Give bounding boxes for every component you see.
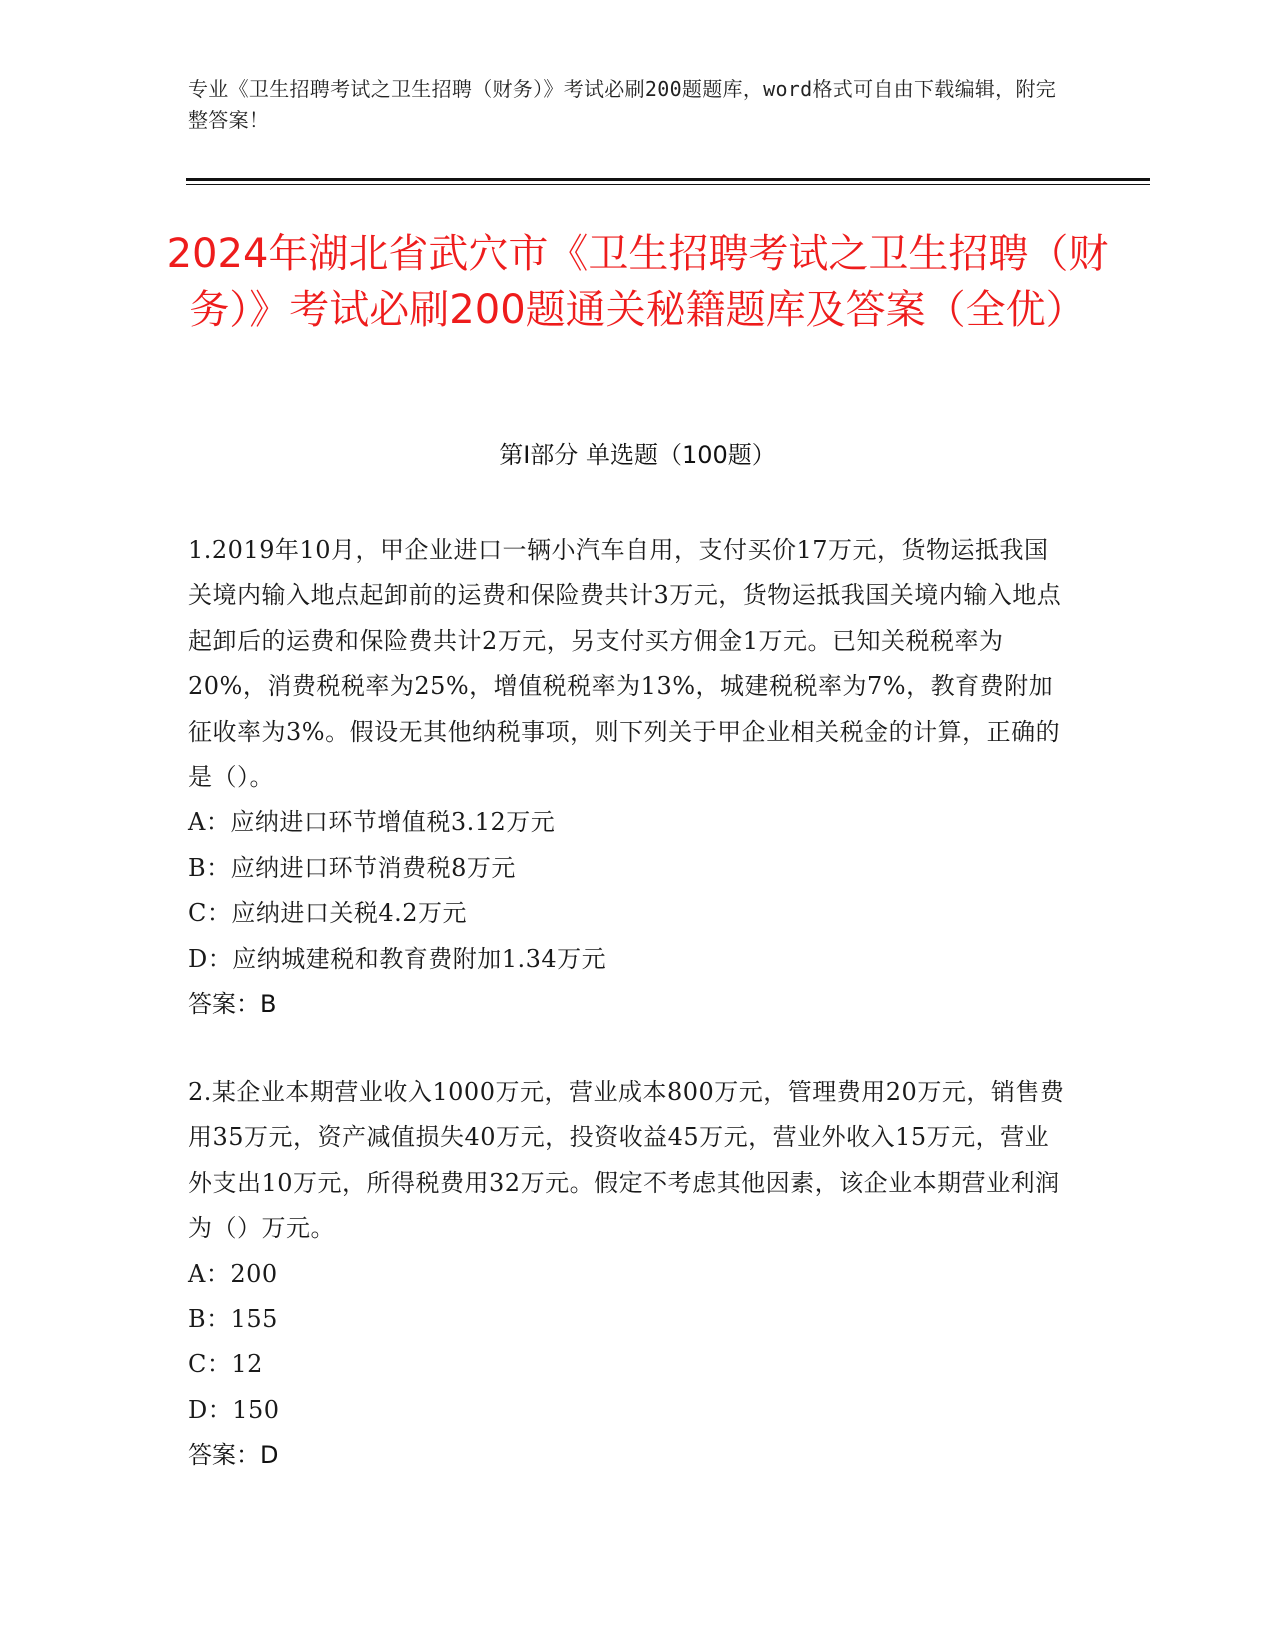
option-a: A：应纳进口环节增值税3.12万元 bbox=[188, 808, 556, 837]
header-note: 专业《卫生招聘考试之卫生招聘（财务）》考试必刷200题题库，word格式可自由下载编辑，附完整答案！ bbox=[188, 77, 1057, 132]
question-1 bbox=[188, 528, 1068, 1027]
option-d: D：150 bbox=[188, 1395, 280, 1424]
question-stem: 2.某企业本期营业收入1000万元，营业成本800万元，管理费用20万元，销售费用35万元，资产减值损失40万元，投资收益45万元，营业外收入15万元，营业外支出10万元，所得税费用32万元。假定不考虑其他因素，该企业本期营业利润为（）万元。 bbox=[188, 1078, 1065, 1243]
header-divider-thin bbox=[186, 184, 1150, 185]
answer: 答案：B bbox=[188, 990, 277, 1019]
question-2 bbox=[188, 1070, 1068, 1479]
option-b: B：155 bbox=[188, 1305, 278, 1334]
option-c: C：12 bbox=[188, 1350, 263, 1379]
section-heading: 第Ⅰ部分 单选题（100题） bbox=[499, 441, 776, 469]
option-b: B：应纳进口环节消费税8万元 bbox=[188, 853, 516, 882]
question-stem: 1.2019年10月，甲企业进口一辆小汽车自用，支付买价17万元，货物运抵我国关境内输入地点起卸前的运费和保险费共计3万元，货物运抵我国关境内输入地点起卸后的运费和保险费共计2万元，另支付买方佣金1万元。已知关税税率为20%，消费税税率为25%，增值税税率为13%，城建税税率为7%，教育费附加征收率为3%。假设无其他纳税事项，则下列关于甲企业相关税金的计算，正确的是（）。 bbox=[188, 536, 1062, 792]
document-title: 2024年湖北省武穴市《卫生招聘考试之卫生招聘（财务）》考试必刷200题通关秘籍题库及答案（全优） bbox=[166, 231, 1109, 333]
answer: 答案：D bbox=[188, 1441, 279, 1470]
header-divider-thick bbox=[186, 178, 1150, 181]
option-c: C：应纳进口关税4.2万元 bbox=[188, 899, 468, 928]
option-a: A：200 bbox=[188, 1259, 278, 1288]
option-d: D：应纳城建税和教育费附加1.34万元 bbox=[188, 944, 607, 973]
